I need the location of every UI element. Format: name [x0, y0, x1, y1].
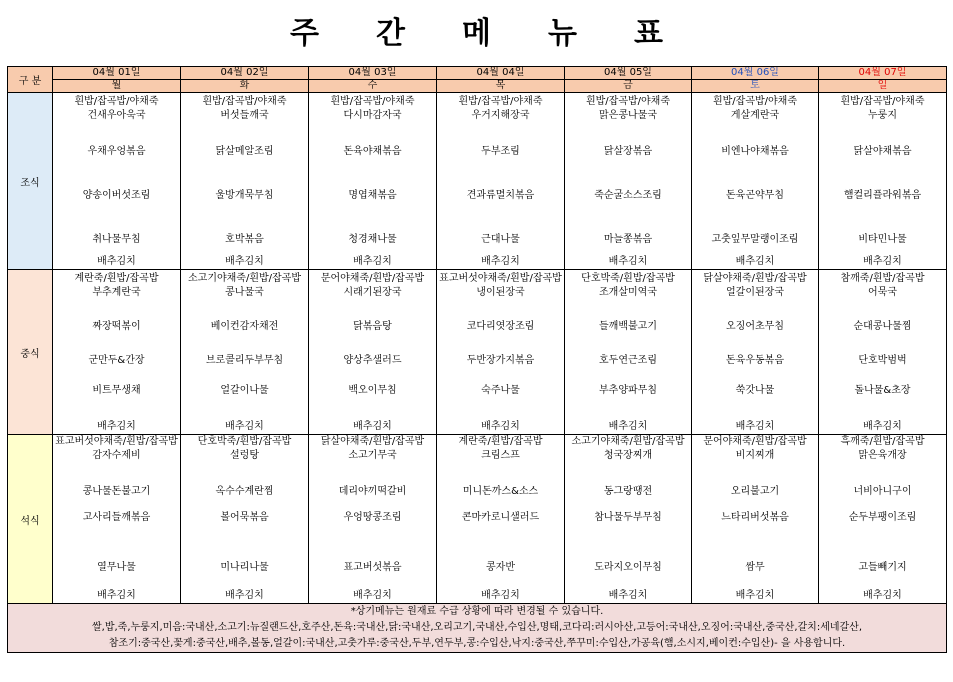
menu-item: 흰밥/잡곡밥/야채죽	[840, 96, 925, 107]
title-char: 주	[290, 16, 319, 51]
menu-cell	[692, 435, 819, 604]
title-char: 뉴	[548, 16, 577, 51]
menu-cell	[437, 270, 565, 435]
header-label: 구 분	[8, 67, 53, 93]
menu-item: 돌나물&초장	[854, 385, 911, 396]
menu-item: 배추김치	[608, 590, 648, 601]
menu-item: 데리야끼떡갈비	[338, 486, 407, 497]
menu-item: 쑥갓나물	[735, 385, 775, 396]
menu-item: 부추양파무침	[599, 385, 657, 396]
menu-item: 미니돈까스&소스	[462, 486, 539, 497]
date-cell: 04월 03일	[309, 67, 437, 80]
date-cell: 04월 05일	[565, 67, 692, 80]
menu-item: 냉이된장국	[476, 287, 525, 298]
menu-item: 들깨백불고기	[599, 321, 657, 332]
menu-item: 얼갈이된장국	[726, 287, 784, 298]
menu-item: 버섯들깨국	[220, 110, 269, 121]
menu-item: 울방개묵무침	[215, 190, 274, 201]
menu-item: 흰밥/잡곡밥/야채죽	[585, 96, 671, 107]
menu-cell	[309, 270, 437, 435]
menu-cell	[565, 93, 692, 270]
menu-item: 배추김치	[225, 590, 264, 601]
title-char: 메	[462, 16, 491, 51]
menu-item: 콩자반	[486, 562, 515, 573]
weekly-menu-table	[7, 66, 947, 653]
menu-item: 단호박범벅	[858, 355, 907, 366]
menu-item: 배추김치	[608, 421, 648, 432]
menu-item: 배추김치	[863, 256, 902, 267]
menu-item: 단호박죽/흰밥/잡곡밥	[581, 273, 675, 284]
menu-item: 닭살야채죽/흰밥/잡곡밥	[320, 436, 425, 447]
menu-item: 계란죽/흰밥/잡곡밥	[458, 436, 543, 447]
date-cell: 04월 01일	[53, 67, 181, 80]
menu-item: 짜장떡볶이	[92, 321, 141, 332]
menu-item: 양송이버섯조림	[82, 190, 151, 201]
menu-item: 문어야채죽/흰밥/잡곡밥	[320, 273, 425, 284]
menu-item: 표고버섯볶음	[343, 562, 402, 573]
menu-item: 소고기무국	[348, 450, 397, 461]
menu-item: 비트무생채	[92, 385, 141, 396]
menu-item: 참깨죽/흰밥/잡곡밥	[840, 273, 925, 284]
menu-item: 열무나물	[97, 562, 136, 573]
menu-item: 배추김치	[353, 256, 392, 267]
menu-item: 백오이무침	[348, 385, 397, 396]
menu-item: 문어야채죽/흰밥/잡곡밥	[703, 436, 807, 447]
weekday-cell: 일	[819, 80, 947, 93]
menu-item: 콩나물돈불고기	[82, 486, 151, 497]
menu-item: 맑은콩나물국	[599, 110, 657, 121]
menu-item: 다시마감자국	[343, 110, 402, 121]
menu-item: 설렁탕	[230, 450, 259, 461]
menu-item: 닭살야채죽/흰밥/잡곡밥	[703, 273, 807, 284]
menu-item: 우채우엉볶음	[87, 146, 146, 157]
menu-item: 견과류멸치볶음	[466, 190, 535, 201]
menu-item: 배추김치	[481, 256, 520, 267]
menu-item: 소고기야채죽/흰밥/잡곡밥	[188, 273, 301, 284]
title-char: 표	[634, 16, 663, 51]
menu-item: 오리불고기	[730, 486, 780, 497]
menu-item: 호두연근조림	[599, 355, 657, 366]
weekday-cell: 목	[437, 80, 565, 93]
menu-item: 두반장가지볶음	[466, 355, 535, 366]
menu-item: 배추김치	[481, 590, 520, 601]
menu-cell	[819, 270, 947, 435]
menu-item: 비타민나물	[858, 234, 907, 245]
title-char: 간	[376, 16, 405, 51]
menu-item: 흰밥/잡곡밥/야채죽	[712, 96, 798, 107]
menu-item: 시래기된장국	[343, 287, 402, 298]
menu-item: 코다리엿장조림	[466, 321, 535, 332]
menu-item: 순대콩나물찜	[853, 321, 912, 332]
menu-item: 계란죽/흰밥/잡곡밥	[74, 273, 159, 284]
menu-cell	[692, 270, 819, 435]
menu-cell	[565, 270, 692, 435]
menu-item: 청국장찌개	[603, 450, 653, 461]
menu-item: 배추김치	[863, 590, 902, 601]
menu-item: 군만두&간장	[88, 355, 145, 366]
menu-cell	[309, 93, 437, 270]
weekday-cell: 월	[53, 80, 181, 93]
menu-item: 비지찌개	[735, 450, 775, 461]
menu-item: 배추김치	[97, 421, 136, 432]
menu-item: 흰밥/잡곡밥/야채죽	[458, 96, 543, 107]
menu-cell	[309, 435, 437, 604]
menu-item: 느타리버섯볶음	[721, 512, 789, 523]
menu-item: 우거지해장국	[471, 110, 530, 121]
menu-item: 흰밥/잡곡밥/야채죽	[202, 96, 287, 107]
menu-item: 어묵국	[868, 287, 897, 298]
menu-item: 동그랑땡전	[603, 486, 653, 497]
menu-item: 돈육야채볶음	[343, 146, 402, 157]
menu-item: 배추김치	[353, 590, 392, 601]
menu-cell	[181, 270, 309, 435]
menu-item: 옥수수계란찜	[215, 486, 274, 497]
menu-cell	[819, 93, 947, 270]
menu-item: 배추김치	[735, 590, 775, 601]
menu-item: 배추김치	[97, 590, 136, 601]
menu-item: 누룽지	[868, 110, 897, 121]
menu-item: 배추김치	[863, 421, 902, 432]
menu-item: 배추김치	[735, 256, 775, 267]
footer-line: 쌀,밥,죽,누룽지,미음:국내산,소고기:뉴질랜드산,호주산,돈육:국내산,닭:국내산,오리고기,국내산,수입산,명태,코다리:러시아산,고등어:국내산,오징어:국내산,중국산,갈치:세네갈산,	[91, 622, 863, 633]
menu-item: 닭살장볶음	[603, 146, 653, 157]
menu-item: 마늘쫑볶음	[603, 234, 653, 245]
menu-item: 고들빼기지	[858, 562, 907, 573]
date-cell: 04월 06일	[692, 67, 819, 80]
menu-item: 배추김치	[353, 421, 392, 432]
menu-item: 죽순굴소스조림	[594, 190, 662, 201]
menu-item: 배추김치	[608, 256, 648, 267]
menu-item: 양상추샐러드	[343, 355, 402, 366]
menu-item: 표고버섯야채죽/흰밥/잡곡밥	[55, 436, 178, 447]
menu-cell	[181, 93, 309, 270]
menu-item: 호박볶음	[225, 234, 264, 245]
menu-item: 도라지오이무침	[594, 562, 662, 573]
menu-cell	[565, 435, 692, 604]
date-cell: 04월 04일	[437, 67, 565, 80]
menu-cell	[181, 435, 309, 604]
menu-cell	[819, 435, 947, 604]
menu-item: 두부조림	[481, 146, 520, 157]
menu-item: 취나물무침	[92, 234, 141, 245]
menu-cell	[437, 93, 565, 270]
menu-item: 너비아니구이	[853, 486, 912, 497]
date-cell: 04월 07일	[819, 67, 947, 80]
menu-item: 명엽채볶음	[348, 190, 397, 201]
menu-cell	[692, 93, 819, 270]
menu-item: 우엉땅콩조림	[343, 512, 402, 523]
menu-item: 볼어묵볶음	[220, 512, 269, 523]
menu-item: 닭살야채볶음	[853, 146, 912, 157]
menu-cell	[53, 435, 181, 604]
menu-item: 청경채나물	[348, 234, 397, 245]
menu-item: 크림스프	[481, 450, 520, 461]
menu-item: 돈육곤약무침	[726, 190, 784, 201]
menu-item: 배추김치	[481, 421, 520, 432]
date-cell: 04월 02일	[181, 67, 309, 80]
menu-item: 흰밥/잡곡밥/야채죽	[74, 96, 159, 107]
weekday-cell: 토	[692, 80, 819, 93]
weekday-cell: 화	[181, 80, 309, 93]
menu-item: 미나리나물	[220, 562, 269, 573]
menu-item: 부추계란국	[92, 287, 141, 298]
meal-label: 중식	[8, 270, 53, 435]
menu-cell	[437, 435, 565, 604]
menu-item: 베이컨감자채전	[210, 321, 279, 332]
footer-line: 참조기:중국산,꽃게:중국산,배추,볼동,얼갈이:국내산,고춧가루:중국산,두부,연두부,콩:수입산,낙지:중국산,쭈꾸미:수입산,가공육(햄,소시지,베이컨:수입산)- 을 사용합니다.	[108, 638, 846, 649]
menu-cell	[53, 270, 181, 435]
weekday-cell: 금	[565, 80, 692, 93]
menu-item: 돈육우동볶음	[726, 355, 784, 366]
menu-item: 감자수제비	[92, 450, 141, 461]
menu-item: 고춧잎무말랭이조림	[711, 234, 799, 245]
menu-cell	[53, 93, 181, 270]
menu-item: 오징어초무침	[726, 321, 784, 332]
menu-item: 건새우아욱국	[87, 110, 146, 121]
menu-item: 조개살미역국	[599, 287, 657, 298]
menu-item: 참나물두부무침	[594, 512, 662, 523]
menu-item: 콩나물국	[225, 287, 264, 298]
menu-item: 소고기야채죽/흰밥/잡곡밥	[571, 436, 685, 447]
menu-item: 숙주나물	[481, 385, 520, 396]
menu-item: 브로콜리두부무침	[205, 355, 284, 366]
meal-label: 조식	[8, 93, 53, 270]
weekday-cell: 수	[309, 80, 437, 93]
menu-item: 배추김치	[225, 421, 264, 432]
menu-item: 단호박죽/흰밥/잡곡밥	[197, 436, 292, 447]
menu-item: 햄컬리플라워볶음	[843, 190, 922, 201]
menu-item: 배추김치	[225, 256, 264, 267]
menu-item: 흑깨죽/흰밥/잡곡밥	[840, 436, 925, 447]
meal-label: 석식	[8, 435, 53, 604]
menu-item: 순두부팽이조림	[848, 512, 917, 523]
footer-line: *상기메뉴는 원재료 수급 상황에 따라 변경될 수 있습니다.	[350, 606, 604, 617]
footer-note	[8, 604, 947, 653]
menu-item: 게살계란국	[730, 110, 780, 121]
menu-item: 근대나물	[481, 234, 520, 245]
menu-item: 표고버섯야채죽/흰밥/잡곡밥	[439, 273, 562, 284]
menu-item: 얼갈이나물	[220, 385, 269, 396]
menu-item: 닭볶음탕	[353, 321, 392, 332]
menu-item: 흰밥/잡곡밥/야채죽	[330, 96, 415, 107]
menu-item: 닭살메알조림	[215, 146, 274, 157]
menu-item: 배추김치	[97, 256, 136, 267]
menu-item: 고사리들깨볶음	[82, 512, 151, 523]
menu-item: 콘마카로니샐러드	[461, 512, 540, 523]
menu-item: 배추김치	[735, 421, 775, 432]
menu-item: 쌈무	[745, 562, 765, 573]
page-title	[0, 0, 953, 60]
menu-item: 비엔나야채볶음	[721, 146, 789, 157]
menu-item: 맑은육개장	[858, 450, 907, 461]
